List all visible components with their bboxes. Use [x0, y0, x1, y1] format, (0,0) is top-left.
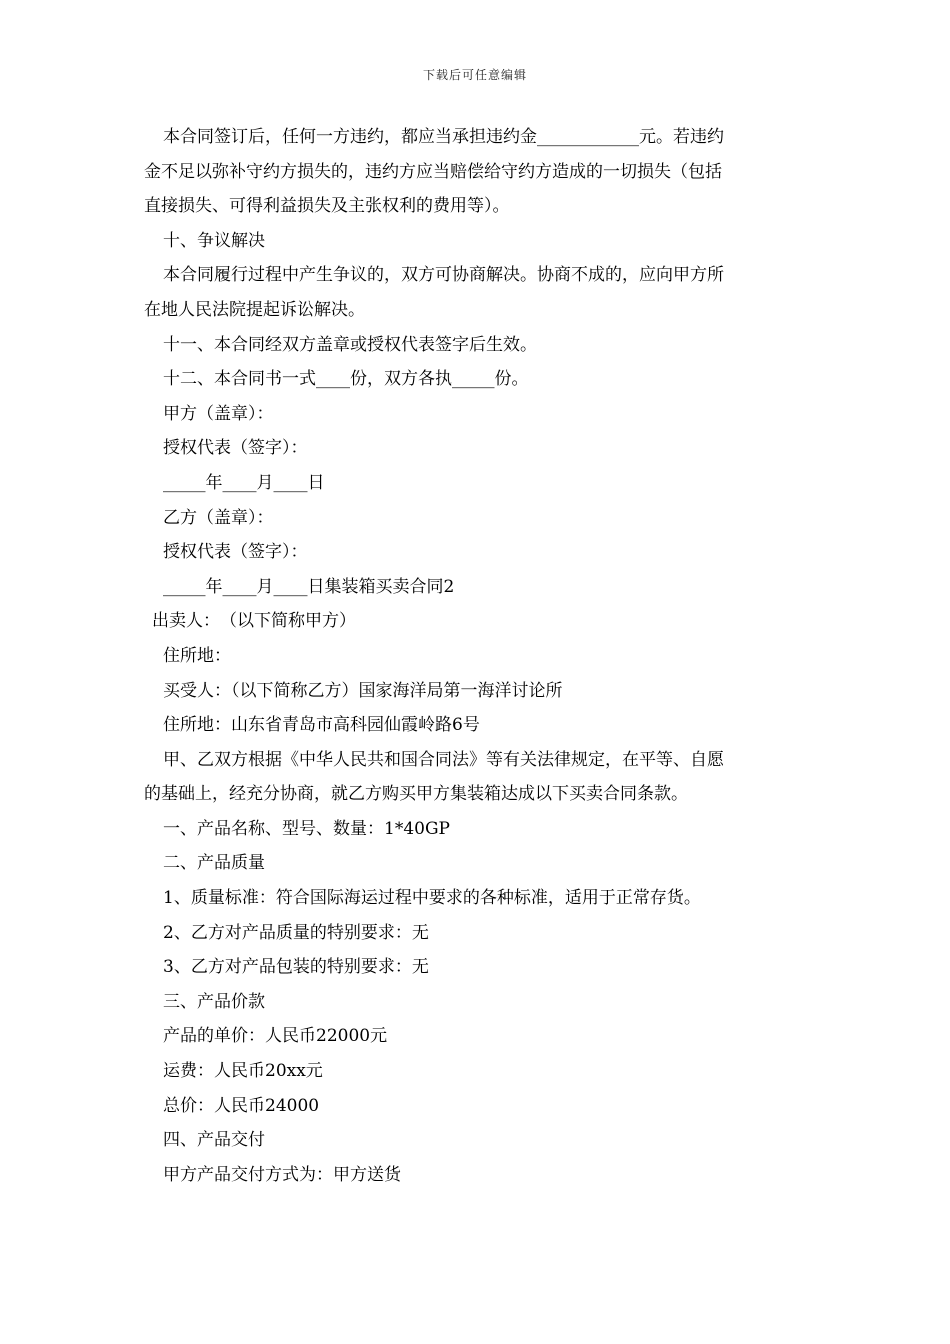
- paragraph-line: _____年____月____日集装箱买卖合同2: [163, 576, 455, 597]
- paragraph-line: 运费：人民币20xx元: [163, 1061, 323, 1082]
- paragraph-line: 四、产品交付: [163, 1130, 265, 1151]
- paragraph-line: 一、产品名称、型号、数量：1*40GP: [163, 818, 450, 839]
- paragraph-line: 二、产品质量: [163, 853, 265, 874]
- paragraph-line: 金不足以弥补守约方损失的，违约方应当赔偿给守约方造成的一切损失（包括: [144, 161, 722, 182]
- paragraph-line: 本合同履行过程中产生争议的，双方可协商解决。协商不成的，应向甲方所: [163, 265, 724, 286]
- paragraph-line: 出卖人： （以下简称甲方）: [152, 611, 356, 632]
- paragraph-line: _____年____月____日: [163, 472, 325, 493]
- paragraph-line: 三、产品价款: [163, 991, 265, 1012]
- paragraph-line: 甲方（盖章）：: [163, 403, 274, 424]
- paragraph-line: 总价：人民币24000: [163, 1095, 320, 1116]
- paragraph-line: 甲方产品交付方式为：甲方送货: [163, 1164, 401, 1185]
- paragraph-line: 在地人民法院提起诉讼解决。: [144, 299, 365, 320]
- paragraph-line: 2、乙方对产品质量的特别要求：无: [163, 922, 429, 943]
- paragraph-line: 买受人：（以下简称乙方）国家海洋局第一海洋讨论所: [163, 680, 563, 701]
- paragraph-line: 的基础上，经充分协商，就乙方购买甲方集装箱达成以下买卖合同条款。: [144, 784, 688, 805]
- paragraph-line: 十一、本合同经双方盖章或授权代表签字后生效。: [163, 334, 537, 355]
- paragraph-line: 十、争议解决: [163, 230, 265, 251]
- paragraph-line: 住所地：山东省青岛市高科园仙霞岭路6号: [163, 715, 480, 736]
- paragraph-line: 1、质量标准：符合国际海运过程中要求的各种标准，适用于正常存货。: [163, 888, 701, 909]
- paragraph-line: 乙方（盖章）：: [163, 507, 274, 528]
- paragraph-line: 本合同签订后，任何一方违约，都应当承担违约金____________元。若违约: [163, 127, 724, 147]
- paragraph-line: 产品的单价：人民币22000元: [163, 1026, 388, 1047]
- document-body: [144, 120, 808, 1192]
- paragraph-line: 十二、本合同书一式____份，双方各执_____份。: [163, 369, 529, 390]
- paragraph-line: 直接损失、可得利益损失及主张权利的费用等）。: [144, 196, 510, 217]
- paragraph-line: 授权代表（签字）：: [163, 438, 308, 459]
- paragraph-line: 授权代表（签字）：: [163, 542, 308, 563]
- page-header: 下载后可任意编辑: [422, 68, 527, 82]
- paragraph-line: 住所地：: [163, 645, 231, 666]
- paragraph-line: 3、乙方对产品包装的特别要求：无: [163, 957, 429, 978]
- paragraph-line: 甲、乙双方根据《中华人民共和国合同法》等有关法律规定，在平等、自愿: [163, 749, 724, 770]
